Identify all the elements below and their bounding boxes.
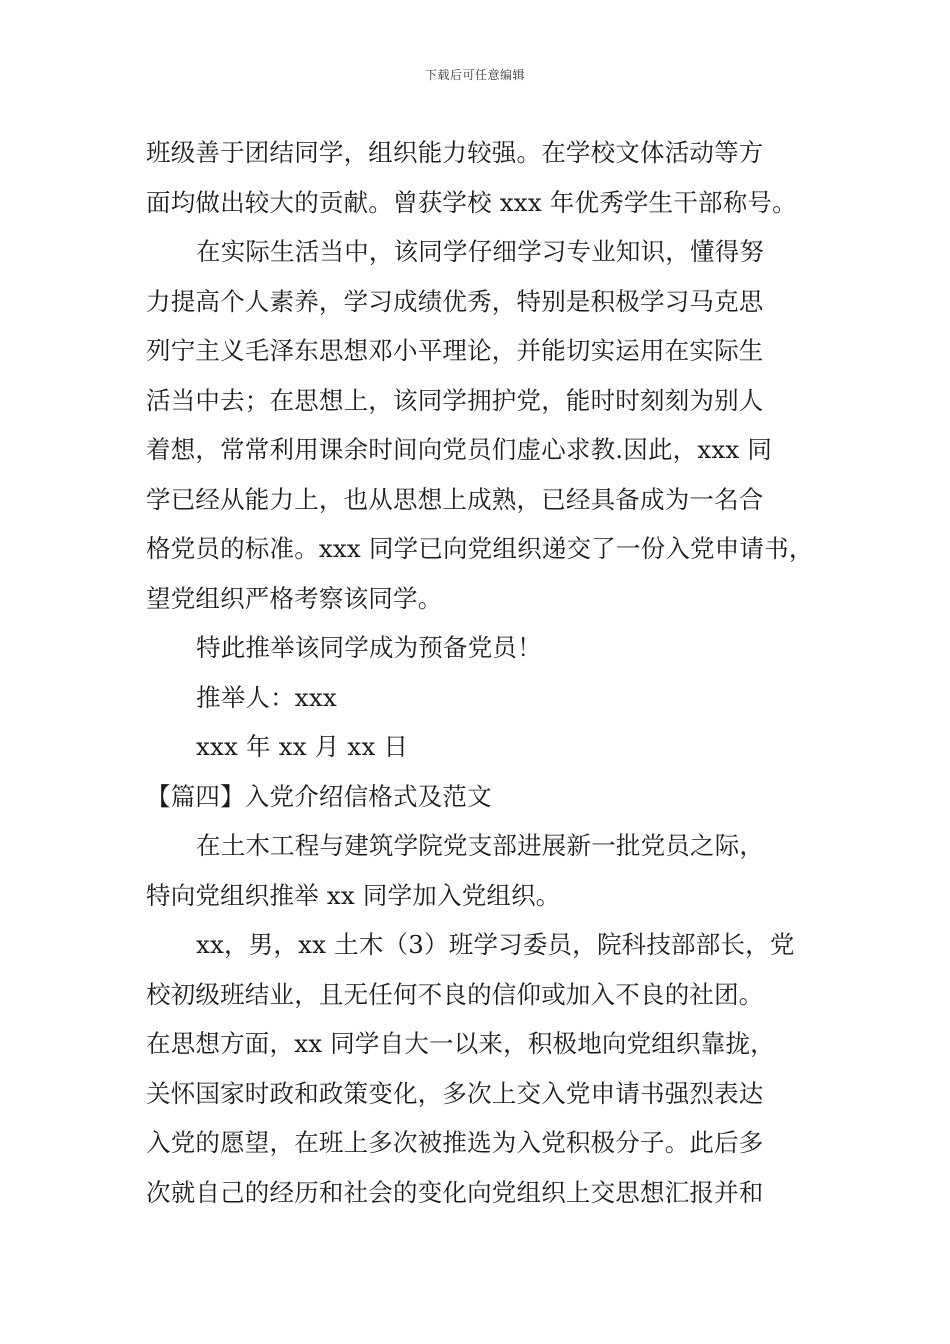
signature-date: xxx 年 xx 月 xx 日 (196, 732, 409, 761)
page-header-note: 下载后可任意编辑 (424, 68, 525, 82)
document-body (146, 128, 812, 1217)
paragraph-start-line: 在实际生活当中，该同学仔细学习专业知识，懂得努 (196, 237, 765, 266)
text-line: 列宁主义毛泽东思想邓小平理论，并能切实运用在实际生 (146, 336, 764, 365)
text-line: 面均做出较大的贡献。曾获学校 xxx 年优秀学生干部称号。 (146, 187, 797, 217)
recommender-signature: 推举人：xxx (196, 682, 337, 712)
text-line: 在思想方面，xx 同学自大一以来，积极地向党组织靠拢， (146, 1029, 775, 1058)
text-line: 学已经从能力上，也从思想上成熟，已经具备成为一名合 (146, 484, 764, 514)
text-line: 力提高个人素养，学习成绩优秀，特别是积极学习马克思 (146, 286, 764, 316)
text-line: 次就自己的经历和社会的变化向党组织上交思想汇报并和 (146, 1177, 764, 1207)
section-heading: 【篇四】入党介绍信格式及范文 (146, 781, 492, 811)
paragraph-start-line: 在土木工程与建筑学院党支部进展新一批党员之际， (196, 831, 765, 860)
text-line: 望党组织严格考察该同学。 (146, 583, 443, 613)
text-line: 活当中去；在思想上，该同学拥护党，能时时刻刻为别人 (146, 385, 764, 415)
recommendation-statement: 特此推举该同学成为预备党员！ (196, 633, 542, 662)
text-line: 入党的愿望，在班上多次被推选为入党积极分子。此后多 (146, 1128, 764, 1157)
paragraph-start-line: xx，男，xx 土木（3）班学习委员，院科技部部长，党 (196, 930, 795, 959)
text-line: 特向党组织推举 xx 同学加入党组织。 (146, 880, 561, 910)
text-line: 关怀国家时政和政策变化，多次上交入党申请书强烈表达 (146, 1078, 764, 1108)
text-line: 格党员的标准。xxx 同学已向党组织递交了一份入党申请书， (146, 534, 814, 563)
text-line: 校初级班结业，且无任何不良的信仰或加入不良的社团。 (146, 979, 764, 1009)
text-line: 班级善于团结同学，组织能力较强。在学校文体活动等方 (146, 138, 764, 167)
text-line: 着想，常常利用课余时间向党员们虚心求教.因此，xxx 同 (146, 435, 773, 464)
